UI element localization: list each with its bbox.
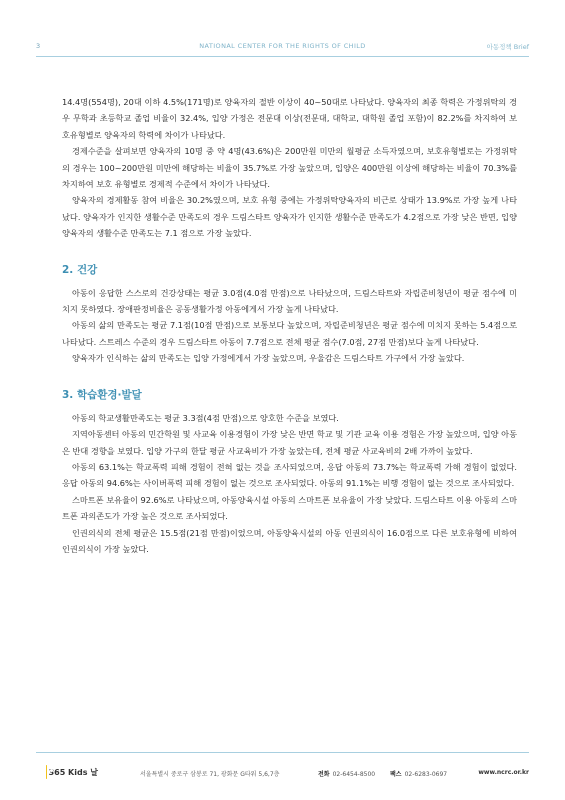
learning-paragraph: 지역아동센터 아동의 민간학원 및 사교육 이용경험이 가장 낮은 반면 학교 및 기관 교육 이용 경험은 가장 높았으며, 입양 아동은 반대 경향을 보였다. 입양 가구의 한달 평균 사교육비가 가장 높았는데, 전체 평균 사교육비의 2배 가까이 높았다. bbox=[62, 429, 517, 456]
smile-logo-icon bbox=[46, 765, 47, 779]
section-title-health: 2. 건강 bbox=[62, 263, 98, 276]
health-paragraph: 양육자가 인식하는 삶의 만족도는 입양 가정에게서 가장 높았으며, 우울감은 드림스타트 가구에서 가장 높았다. bbox=[72, 353, 465, 364]
tel-label: 전화 bbox=[318, 771, 330, 778]
intro-paragraph: 경제수준을 살펴보면 양육자의 10명 중 약 4명(43.6%)은 200만원 미만의 월평균 소득자였으며, 보호유형별로는 가정위탁의 경우는 100~200만원 미만에 해당하는 비율이 35.7%로 가장 높았으며, 입양은 400만원 이상에 해당하는 비율이 70.3%를 차지하여 보호 유형별로 경제적 수준에서 차이가 나타났다. bbox=[62, 146, 517, 190]
learning-paragraph: 아동의 학교생활만족도는 평균 3.3점(4점 만점)으로 양호한 수준을 보였다. bbox=[72, 412, 339, 423]
health-paragraph: 아동의 삶의 만족도는 평균 7.1점(10점 만점)으로 보통보다 높았으며, 자립준비청년은 평균 점수에 미치지 못하는 5.4점으로 나타났다. 스트레스 수준의 경우 드림스타트 아동이 7.7점으로 전체 평균 점수(7.0점, 27점 만점)보다 높게 나타났다. bbox=[62, 320, 517, 347]
document-body bbox=[62, 94, 517, 557]
fax-number: 02-6283-0697 bbox=[404, 771, 448, 778]
learning-paragraph: 인권의식의 전체 평균은 15.5점(21점 만점)이었으며, 아동양육시설의 아동 인권의식이 16.0점으로 다른 보호유형에 비하여 인권의식이 가장 높았다. bbox=[62, 527, 517, 554]
header-divider bbox=[36, 56, 529, 57]
footer-address: 서울특별시 중로구 삼봉로 71, 광화문 G타워 5,6,7층 bbox=[140, 771, 280, 778]
page-header bbox=[36, 42, 529, 56]
tel-number: 02-6454-8500 bbox=[332, 771, 376, 778]
footer-website[interactable]: www.ncrc.or.kr bbox=[478, 769, 529, 776]
footer-tel bbox=[318, 769, 375, 778]
section-title-learning: 3. 학습환경·발달 bbox=[62, 388, 142, 401]
health-paragraph: 아동이 응답한 스스로의 건강상태는 평균 3.0점(4.0점 만점)으로 나타났으며, 드림스타트와 자립준비청년이 평균 점수에 미치지 못하였다. 장애판정비율은 공동생활가정 아동에게서 가장 높게 나타났다. bbox=[62, 287, 517, 315]
intro-paragraph: 14.4명(554명), 20대 이하 4.5%(171명)로 양육자의 절반 이상이 40~50대로 나타났다. 양육자의 최종 학력은 가정위탁의 경우 무학과 초등학교 졸업 비율이 32.4%, 입양 가정은 전문대 이상(전문대, 대학교, 대학원 졸업 포함)이 82.2%를 차지하여 보호유형별로 양육자의 학력에 차이가 나타났다. bbox=[62, 97, 517, 140]
page-footer bbox=[36, 758, 529, 786]
learning-paragraph: 아동의 63.1%는 학교폭력 피해 경험이 전혀 없는 것을 조사되었으며, 응답 아동의 73.7%는 학교폭력 가해 경험이 없었다. 응답 아동의 94.6%는 사이버폭력 피해 경험이 없는 것으로 조사되었다. 아동의 91.1%는 비행 경험이 없는 것으로 조사되었다. bbox=[62, 461, 517, 489]
fax-label: 팩스 bbox=[390, 771, 402, 778]
organization-name: NATIONAL CENTER FOR THE RIGHTS OF CHILD bbox=[199, 42, 366, 50]
footer-divider bbox=[36, 752, 529, 753]
intro-paragraph: 양육자의 경제활동 참여 비율은 30.2%였으며, 보호 유형 중에는 가정위탁양육자의 비근로 상태가 13.9%로 가장 높게 나타났다. 양육자가 인지한 생활수준 만족도의 경우 드림스타트 양육자가 인지한 생활수준 만족도가 4.2점으로 가장 낮은 반면, 입양 양육자의 생활수준 만족도는 7.1 점으로 가장 높았다. bbox=[62, 195, 517, 239]
page-number: 3 bbox=[36, 42, 41, 50]
logo bbox=[46, 764, 98, 780]
learning-paragraph: 스마트폰 보유율이 92.6%로 나타났으며, 아동양육시설 아동의 스마트폰 보유율이 가장 낮았다. 드림스타트 이용 아동의 스마트폰 과의존도가 가장 높은 것으로 조사되었다. bbox=[62, 494, 517, 522]
footer-fax bbox=[390, 769, 447, 778]
brief-label: 아동정책 Brief bbox=[486, 43, 529, 51]
logo-text: 365 Kids 날 bbox=[48, 767, 98, 777]
